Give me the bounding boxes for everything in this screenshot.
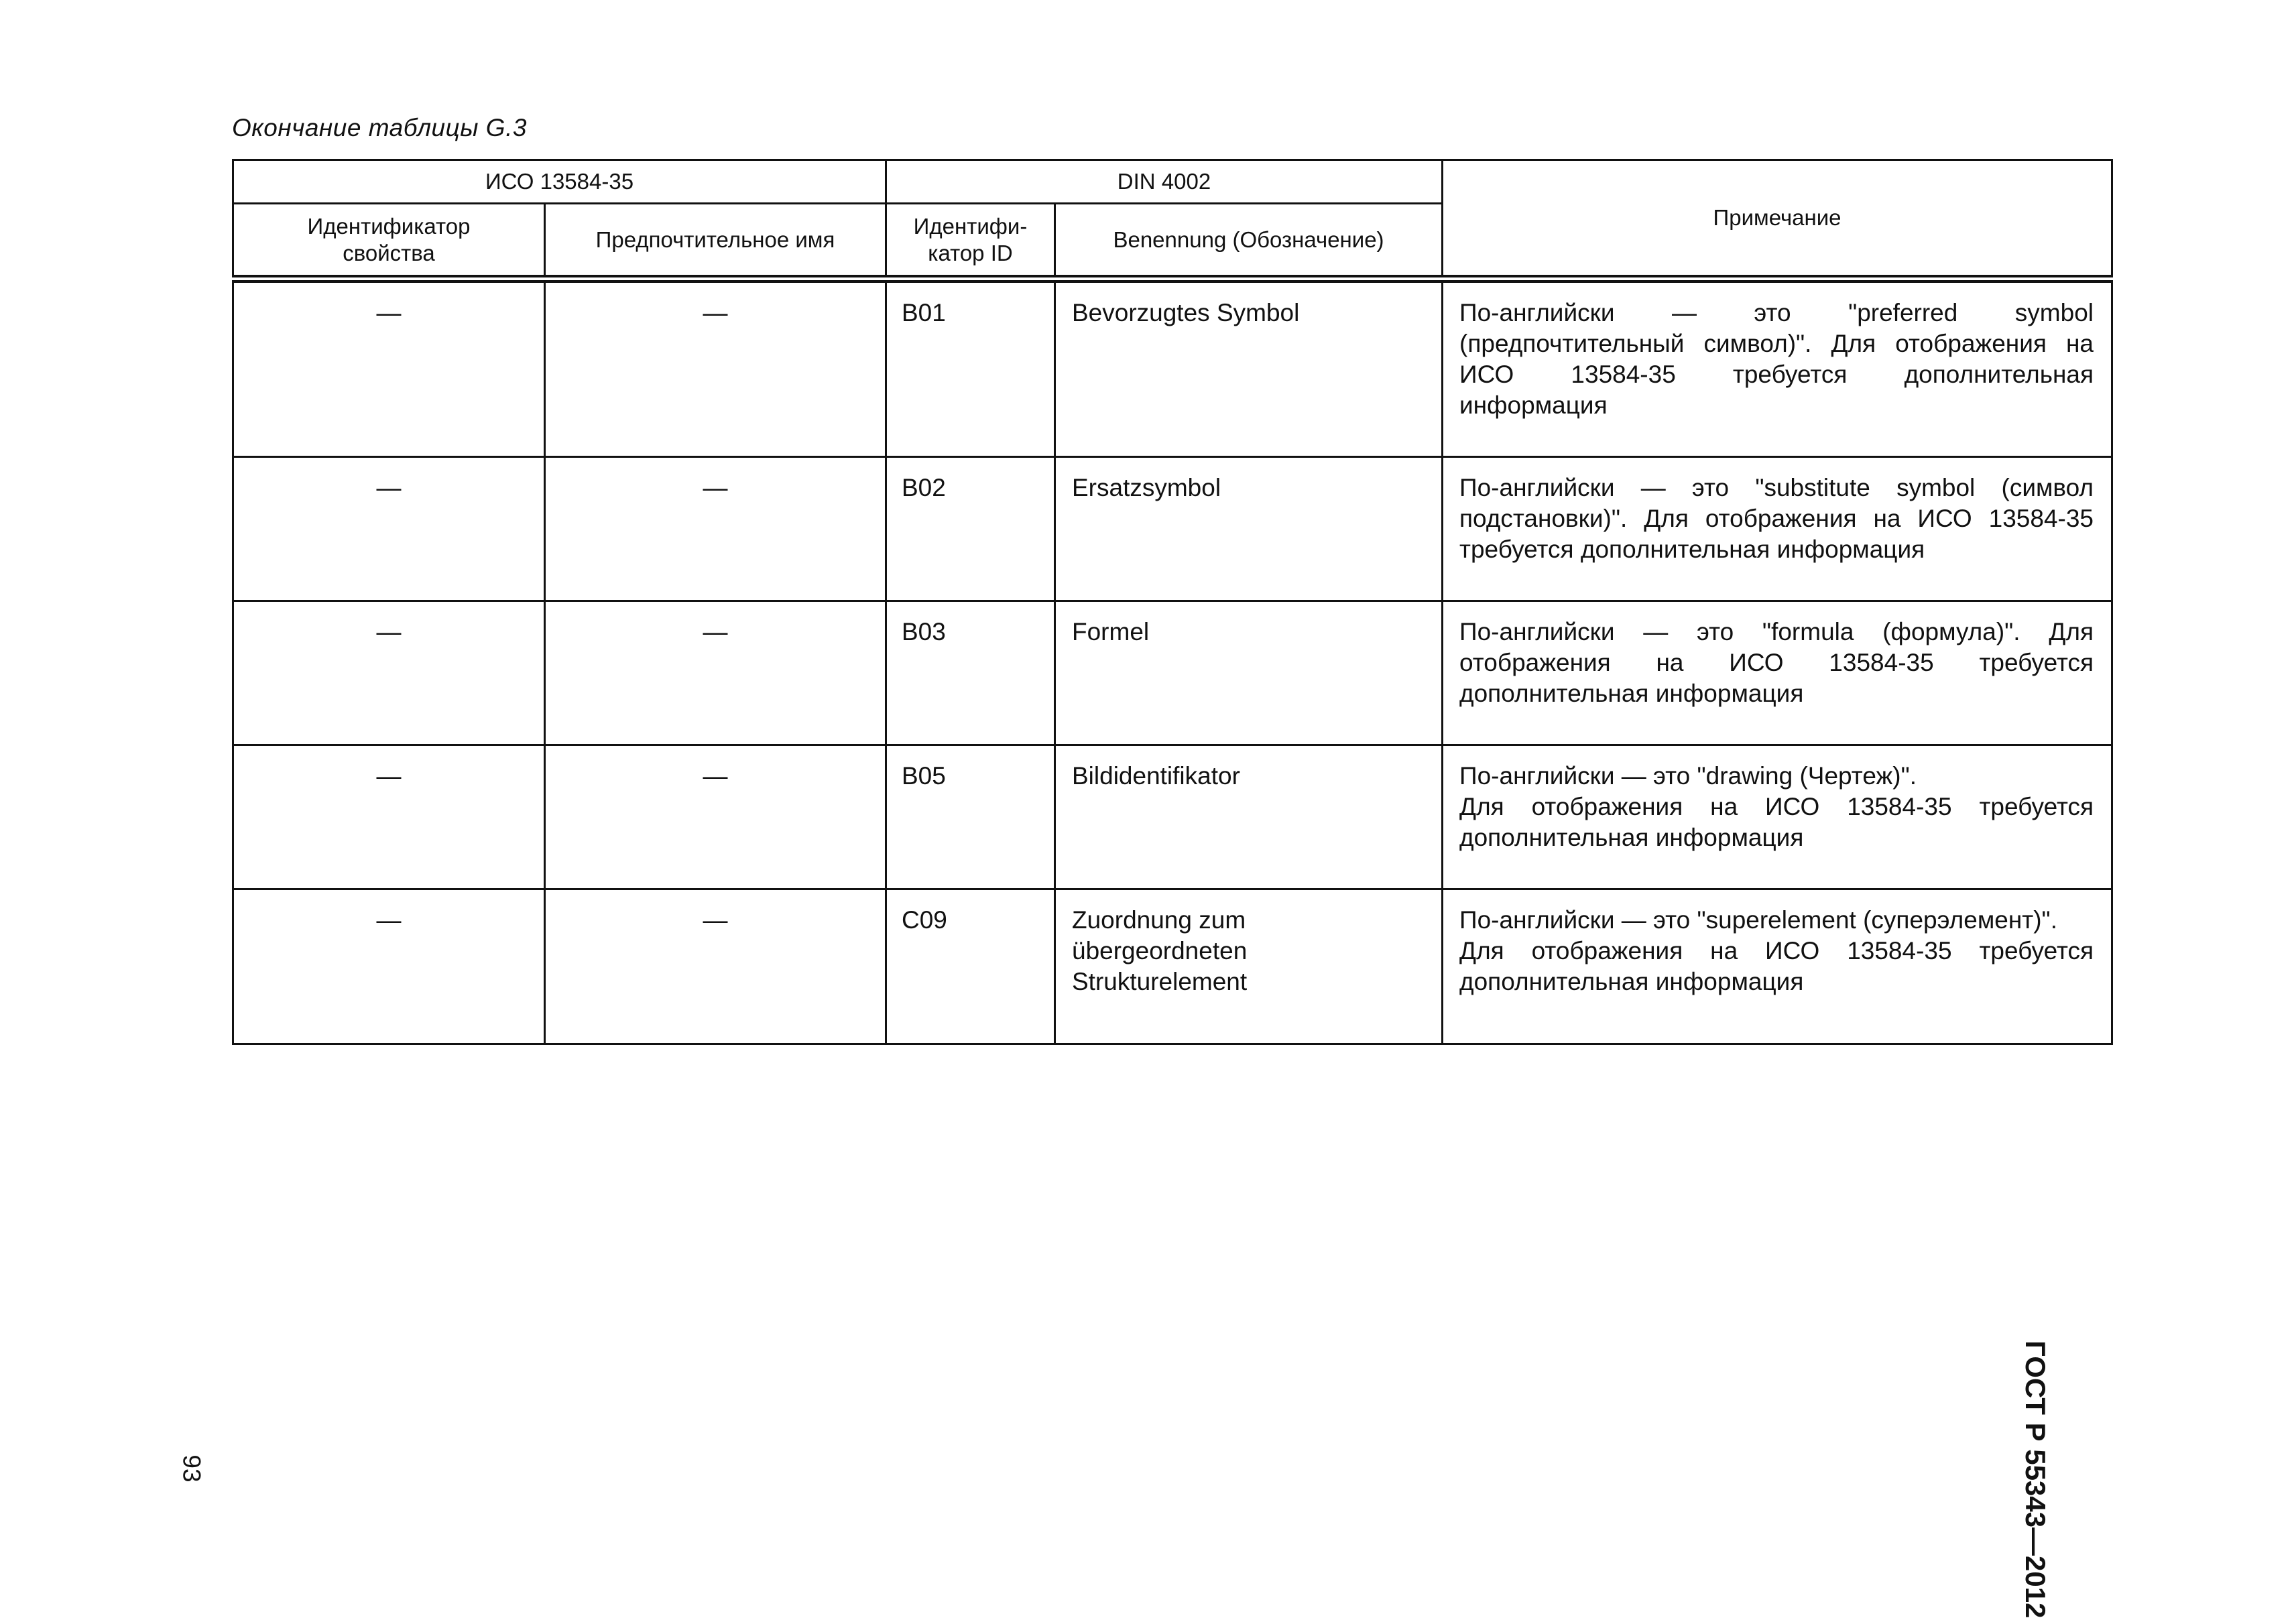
cell-note: По-английски — это "drawing (Чертеж)". Для отображения на ИСО 13584-35 требуется дополнительная информация	[1443, 745, 2112, 889]
benennung-text: Ersatzsymbol	[1072, 474, 1221, 501]
cell-property-id: —	[233, 601, 545, 745]
header-id: Идентифи- катор ID	[886, 204, 1055, 279]
cell-benennung	[1055, 601, 1443, 745]
cell-property-id: —	[233, 457, 545, 601]
table-row	[233, 601, 2112, 745]
cell-benennung	[1055, 457, 1443, 601]
standard-designation: ГОСТ Р 55343—2012	[2020, 1340, 2051, 1619]
cell-note: По-английски — это "substitute symbol (символ подстановки)". Для отображения на ИСО 13584-35 требуется дополнительная информация	[1443, 457, 2112, 601]
header-note: Примечание	[1443, 160, 2112, 279]
gost-table	[232, 159, 2113, 1045]
page-number: 93	[178, 1454, 206, 1483]
cell-id: B02	[886, 457, 1055, 601]
table-row	[233, 279, 2112, 457]
cell-benennung	[1055, 279, 1443, 457]
header-iso-group: ИСО 13584-35	[233, 160, 886, 204]
cell-preferred-name: —	[545, 601, 886, 745]
cell-property-id: —	[233, 889, 545, 1044]
cell-note: По-английски — это "superelement (суперэлемент)". Для отображения на ИСО 13584-35 требуется дополнительная информация	[1443, 889, 2112, 1044]
table-row	[233, 457, 2112, 601]
benennung-text: Zuordnung zum übergeordneten Strukturelement	[1072, 906, 1248, 995]
cell-property-id: —	[233, 745, 545, 889]
header-din-group: DIN 4002	[886, 160, 1443, 204]
benennung-text: Bildidentifikator	[1072, 762, 1240, 790]
cell-id: C09	[886, 889, 1055, 1044]
header-benennung: Benennung (Обозначение)	[1055, 204, 1443, 279]
benennung-text: Formel	[1072, 618, 1150, 645]
cell-benennung	[1055, 745, 1443, 889]
cell-id: B01	[886, 279, 1055, 457]
header-preferred-name: Предпочтительное имя	[545, 204, 886, 279]
cell-benennung	[1055, 889, 1443, 1044]
cell-note: По-английски — это "preferred symbol (предпочтительный символ)". Для отображения на ИСО 13584-35 требуется дополнительная информация	[1443, 279, 2112, 457]
cell-id: B03	[886, 601, 1055, 745]
cell-property-id: —	[233, 279, 545, 457]
table-row	[233, 745, 2112, 889]
cell-preferred-name: —	[545, 745, 886, 889]
table-row	[233, 889, 2112, 1044]
cell-preferred-name: —	[545, 889, 886, 1044]
cell-note: По-английски — это "formula (формула)". Для отображения на ИСО 13584-35 требуется дополнительная информация	[1443, 601, 2112, 745]
cell-preferred-name: —	[545, 457, 886, 601]
cell-preferred-name: —	[545, 279, 886, 457]
cell-id: B05	[886, 745, 1055, 889]
header-property-id: Идентификатор свойства	[233, 204, 545, 279]
benennung-text: Bevorzugtes Symbol	[1072, 299, 1300, 326]
table-caption: Окончание таблицы G.3	[232, 114, 527, 141]
